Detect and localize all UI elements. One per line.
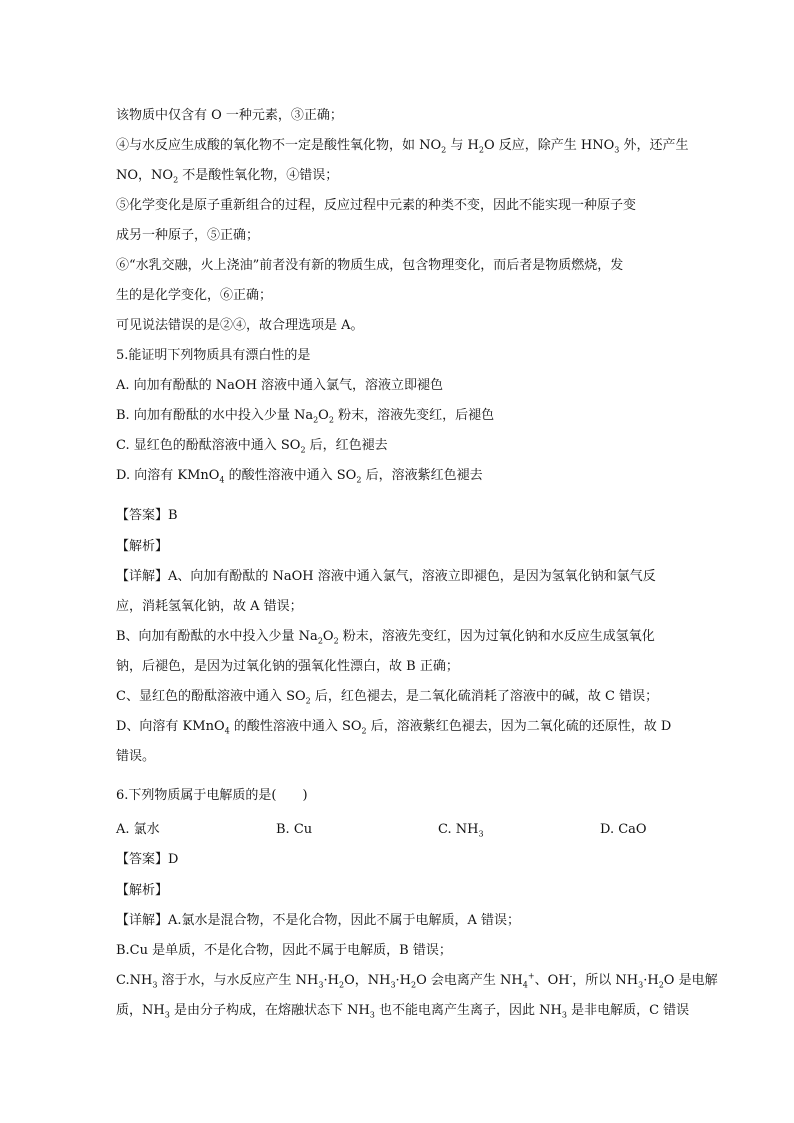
text-line: C. 显红色的酚酞溶液中通入 $SO_2$ 后，红色褪去 (116, 438, 388, 455)
text-line: NO，$NO_2$ 不是酸性氧化物，④错误； (116, 168, 339, 185)
text-line: 【解析】 (116, 539, 169, 554)
text-line: ⑤化学变化是原子重新组合的过程，反应过程中元素的种类不变，因此不能实现一种原子变 (116, 198, 637, 213)
text-line: B、向加有酚酞的水中投入少量 $Na_2O_2$ 粉末，溶液先变红，因为过氧化钠和水反应生成氢氧化 (116, 629, 655, 646)
text-line: 5.能证明下列物质具有漂白性的是 (116, 348, 311, 363)
text-line: 6.下列物质属于电解质的是( ) (116, 788, 308, 803)
option-item: A. 氯水 (116, 822, 160, 837)
text-line: 成另一种原子，⑤正确； (116, 228, 260, 243)
text-line: 可见说法错误的是②④，故合理选项是 A。 (116, 318, 364, 333)
option-item: B. Cu (276, 822, 313, 837)
text-line: D. 向溶有 KMnO$_4$ 的酸性溶液中通入 $SO_2$ 后，溶液紫红色褪去 (116, 468, 483, 485)
text-line: 生的是化学变化，⑥正确； (116, 288, 273, 303)
text-line: D、向溶有 KMnO$_4$ 的酸性溶液中通入 $SO_2$ 后，溶液紫红色褪去，因为二氧化硫的还原性，故 D (116, 719, 672, 736)
text-line: B.Cu 是单质，不是化合物，因此不属于电解质，B 错误； (116, 943, 452, 958)
text-line: 【解析】 (116, 883, 169, 898)
text-line: 质，$NH_3$ 是由分子构成，在熔融状态下 $NH_3$ 也不能电离产生离子，因此 $NH_3$ 是非电解质，C 错误 (116, 1003, 690, 1020)
text-line: C、显红色的酚酞溶液中通入 $SO_2$ 后，红色褪去，是二氧化硫消耗了溶液中的碱，故 C 错误； (116, 689, 659, 706)
text-line: 钠，后褪色，是因为过氧化钠的强氧化性漂白，故 B 正确； (116, 659, 459, 674)
text-line: ④与水反应生成酸的氧化物不一定是酸性氧化物，如 $NO_2$ 与 $H_2O$ 反应，除产生 $HNO_3$ 外，还产生 (116, 138, 689, 155)
text-line: 【答案】B (116, 508, 178, 523)
text-line: 【详解】A.氯水是混合物，不是化合物，因此不属于电解质，A 错误； (116, 913, 521, 928)
text-line: 该物质中仅含有 O 一种元素，③正确； (116, 108, 343, 123)
text-line: B. 向加有酚酞的水中投入少量 $Na_2O_2$ 粉末，溶液先变红，后褪色 (116, 408, 495, 425)
text-line: 【详解】A、向加有酚酞的 NaOH 溶液中通入氯气，溶液立即褪色，是因为氢氧化钠和氯气反 (116, 569, 656, 584)
text-line: 应，消耗氢氧化钠，故 A 错误； (116, 599, 303, 614)
text-line: 【答案】D (116, 852, 179, 867)
text-line: A. 向加有酚酞的 NaOH 溶液中通入氯气，溶液立即褪色 (116, 378, 444, 393)
text-line: ⑥“水乳交融，火上浇油”前者没有新的物质生成，包含物理变化，而后者是物质燃烧，发 (116, 258, 624, 273)
text-line: $C.NH_3$ 溶于水，与水反应产生 $NH_3\cdot H_2O$，$NH_3\cdot H_2O$ 会电离产生 $NH_4^+$、OH-，所以 $NH_3\cdot H_2O$ 是电解 (116, 971, 718, 990)
option-item: C. $NH_3$ (438, 822, 484, 839)
option-item: D. CaO (600, 822, 647, 837)
text-line: 错误。 (116, 749, 156, 764)
